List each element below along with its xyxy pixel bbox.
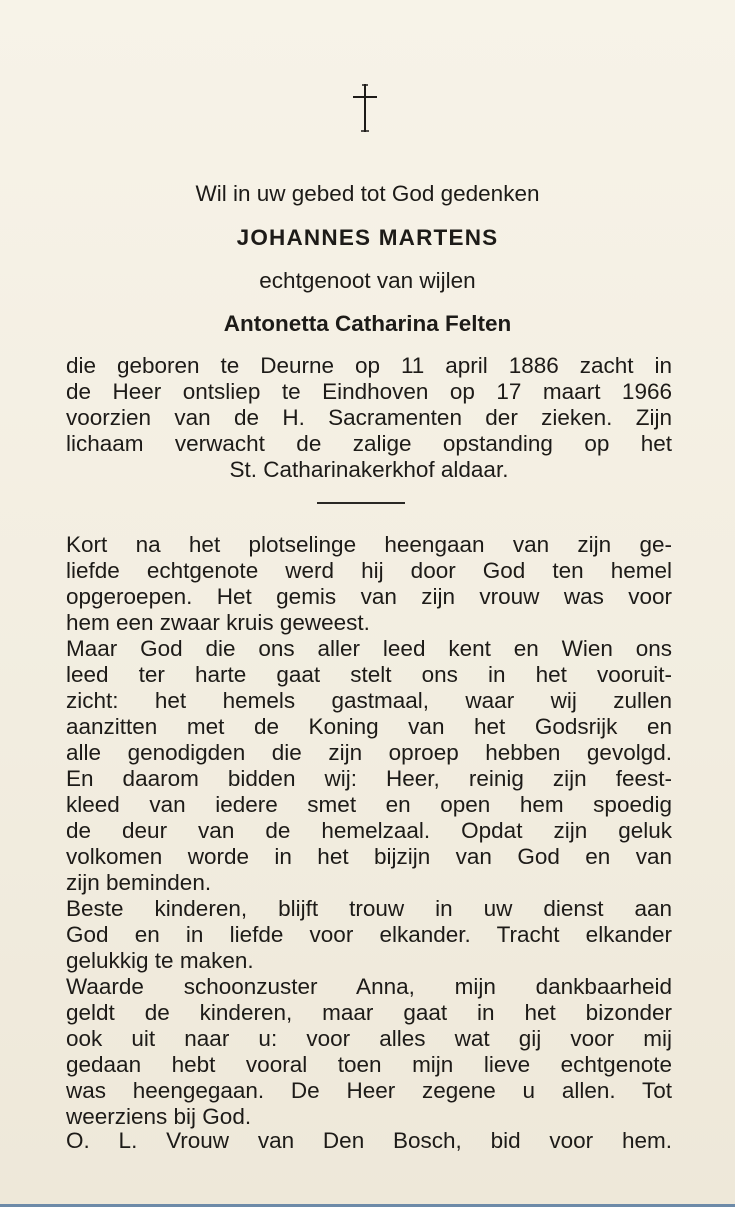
cross-icon [349, 82, 381, 134]
text-line: gedaan hebt vooral toen mijn lieve echtgenote [66, 1052, 672, 1077]
text-line: aanzitten met de Koning van het Godsrijk en [66, 714, 672, 739]
spouse-name: Antonetta Catharina Felten [223, 311, 512, 336]
bio-line: die geboren te Deurne op 11 april 1886 zacht in [66, 353, 672, 378]
intro-line: Wil in uw gebed tot God gedenken [195, 181, 540, 206]
text-line: Kort na het plotselinge heengaan van zijn ge- [66, 532, 672, 557]
text-line: En daarom bidden wij: Heer, reinig zijn feest- [66, 766, 672, 791]
text-line: gelukkig te maken. [66, 948, 254, 973]
text-line: Waarde schoonzuster Anna, mijn dankbaarheid [66, 974, 672, 999]
bio-line: St. Catharinakerkhof aldaar. [229, 457, 509, 482]
relation-line: echtgenoot van wijlen [259, 268, 476, 293]
text-line: God en in liefde voor elkander. Tracht elkander [66, 922, 672, 947]
text-line: zijn beminden. [66, 870, 212, 895]
text-line: volkomen worde in het bijzijn van God en van [66, 844, 672, 869]
text-line: liefde echtgenote werd hij door God ten hemel [66, 558, 672, 583]
divider [317, 502, 405, 504]
text-line: hem een zwaar kruis geweest. [66, 610, 370, 635]
text-line: was heengegaan. De Heer zegene u allen. Tot [66, 1078, 672, 1103]
text-line: leed ter harte gaat stelt ons in het vooruit- [66, 662, 672, 687]
memorial-text [66, 532, 672, 1130]
bio-line: de Heer ontsliep te Eindhoven op 17 maart 1966 [66, 379, 672, 404]
text-line: kleed van iedere smet en open hem spoedig [66, 792, 672, 817]
text-line: alle genodigden die zijn oproep hebben gevolgd. [66, 740, 672, 765]
text-line: de deur van de hemelzaal. Opdat zijn geluk [66, 818, 672, 843]
text-line: weerziens bij God. [66, 1104, 252, 1129]
deceased-name: JOHANNES MARTENS [236, 225, 499, 250]
bio-line: lichaam verwacht de zalige opstanding op het [66, 431, 672, 456]
text-line: geldt de kinderen, maar gaat in het bizonder [66, 1000, 672, 1025]
biography [66, 353, 672, 483]
text-line: ook uit naar u: voor alles wat gij voor mij [66, 1026, 672, 1051]
text-line: zicht: het hemels gastmaal, waar wij zullen [66, 688, 672, 713]
text-line: Maar God die ons aller leed kent en Wien ons [66, 636, 672, 661]
text-line: Beste kinderen, blijft trouw in uw dienst aan [66, 896, 672, 921]
closing-prayer: O. L. Vrouw van Den Bosch, bid voor hem. [66, 1128, 672, 1153]
bio-line: voorzien van de H. Sacramenten der zieken. Zijn [66, 405, 672, 430]
closing-prayer-block [66, 1128, 672, 1154]
text-line: opgeroepen. Het gemis van zijn vrouw was voor [66, 584, 672, 609]
